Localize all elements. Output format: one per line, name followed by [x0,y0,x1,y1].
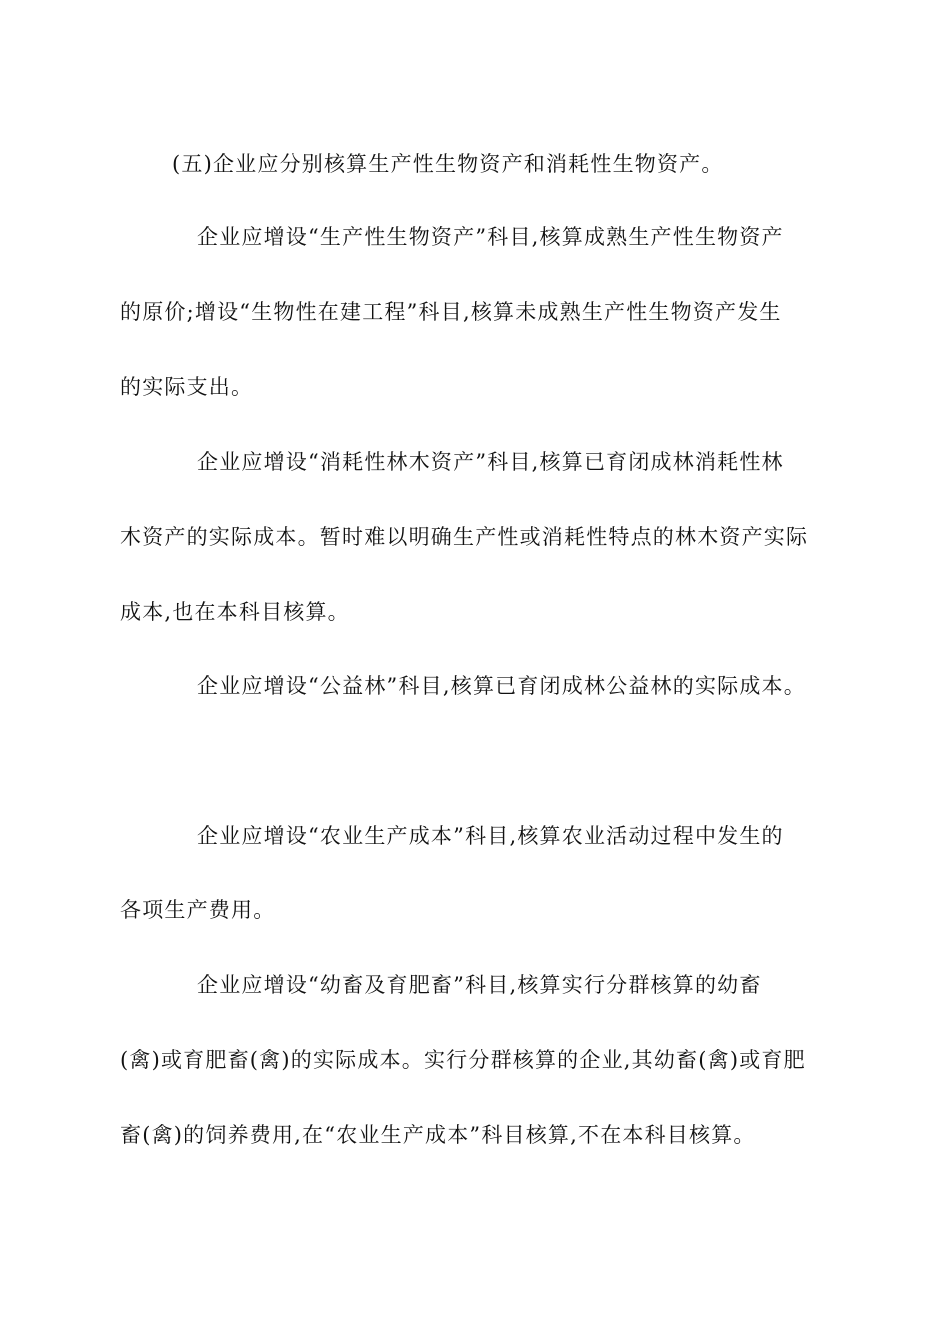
paragraph-line: 各项生产费用。 [120,898,276,922]
paragraph-line: 成本,也在本科目核算。 [120,600,350,624]
paragraph-line: (禽)或育肥畜(禽)的实际成本。实行分群核算的企业,其幼畜(禽)或育肥 [120,1048,806,1072]
paragraph-line: 企业应增设“生产性生物资产”科目,核算成熟生产性生物资产 [197,225,784,249]
paragraph-line: 木资产的实际成本。暂时难以明确生产性或消耗性特点的林木资产实际 [120,525,809,549]
paragraph-line: 的原价;增设“生物性在建工程”科目,核算未成熟生产性生物资产发生 [120,300,782,324]
section-heading: (五)企业应分别核算生产性生物资产和消耗性生物资产。 [172,152,724,176]
paragraph-line: 企业应增设“消耗性林木资产”科目,核算已育闭成林消耗性林 [197,450,784,474]
paragraph-line: 企业应增设“公益林”科目,核算已育闭成林公益林的实际成本。 [197,674,806,698]
paragraph-line: 企业应增设“幼畜及育肥畜”科目,核算实行分群核算的幼畜 [197,973,762,997]
paragraph-line: 畜(禽)的饲养费用,在“农业生产成本”科目核算,不在本科目核算。 [120,1123,756,1147]
paragraph-line: 的实际支出。 [120,375,254,399]
paragraph-line: 企业应增设“农业生产成本”科目,核算农业活动过程中发生的 [197,824,784,848]
